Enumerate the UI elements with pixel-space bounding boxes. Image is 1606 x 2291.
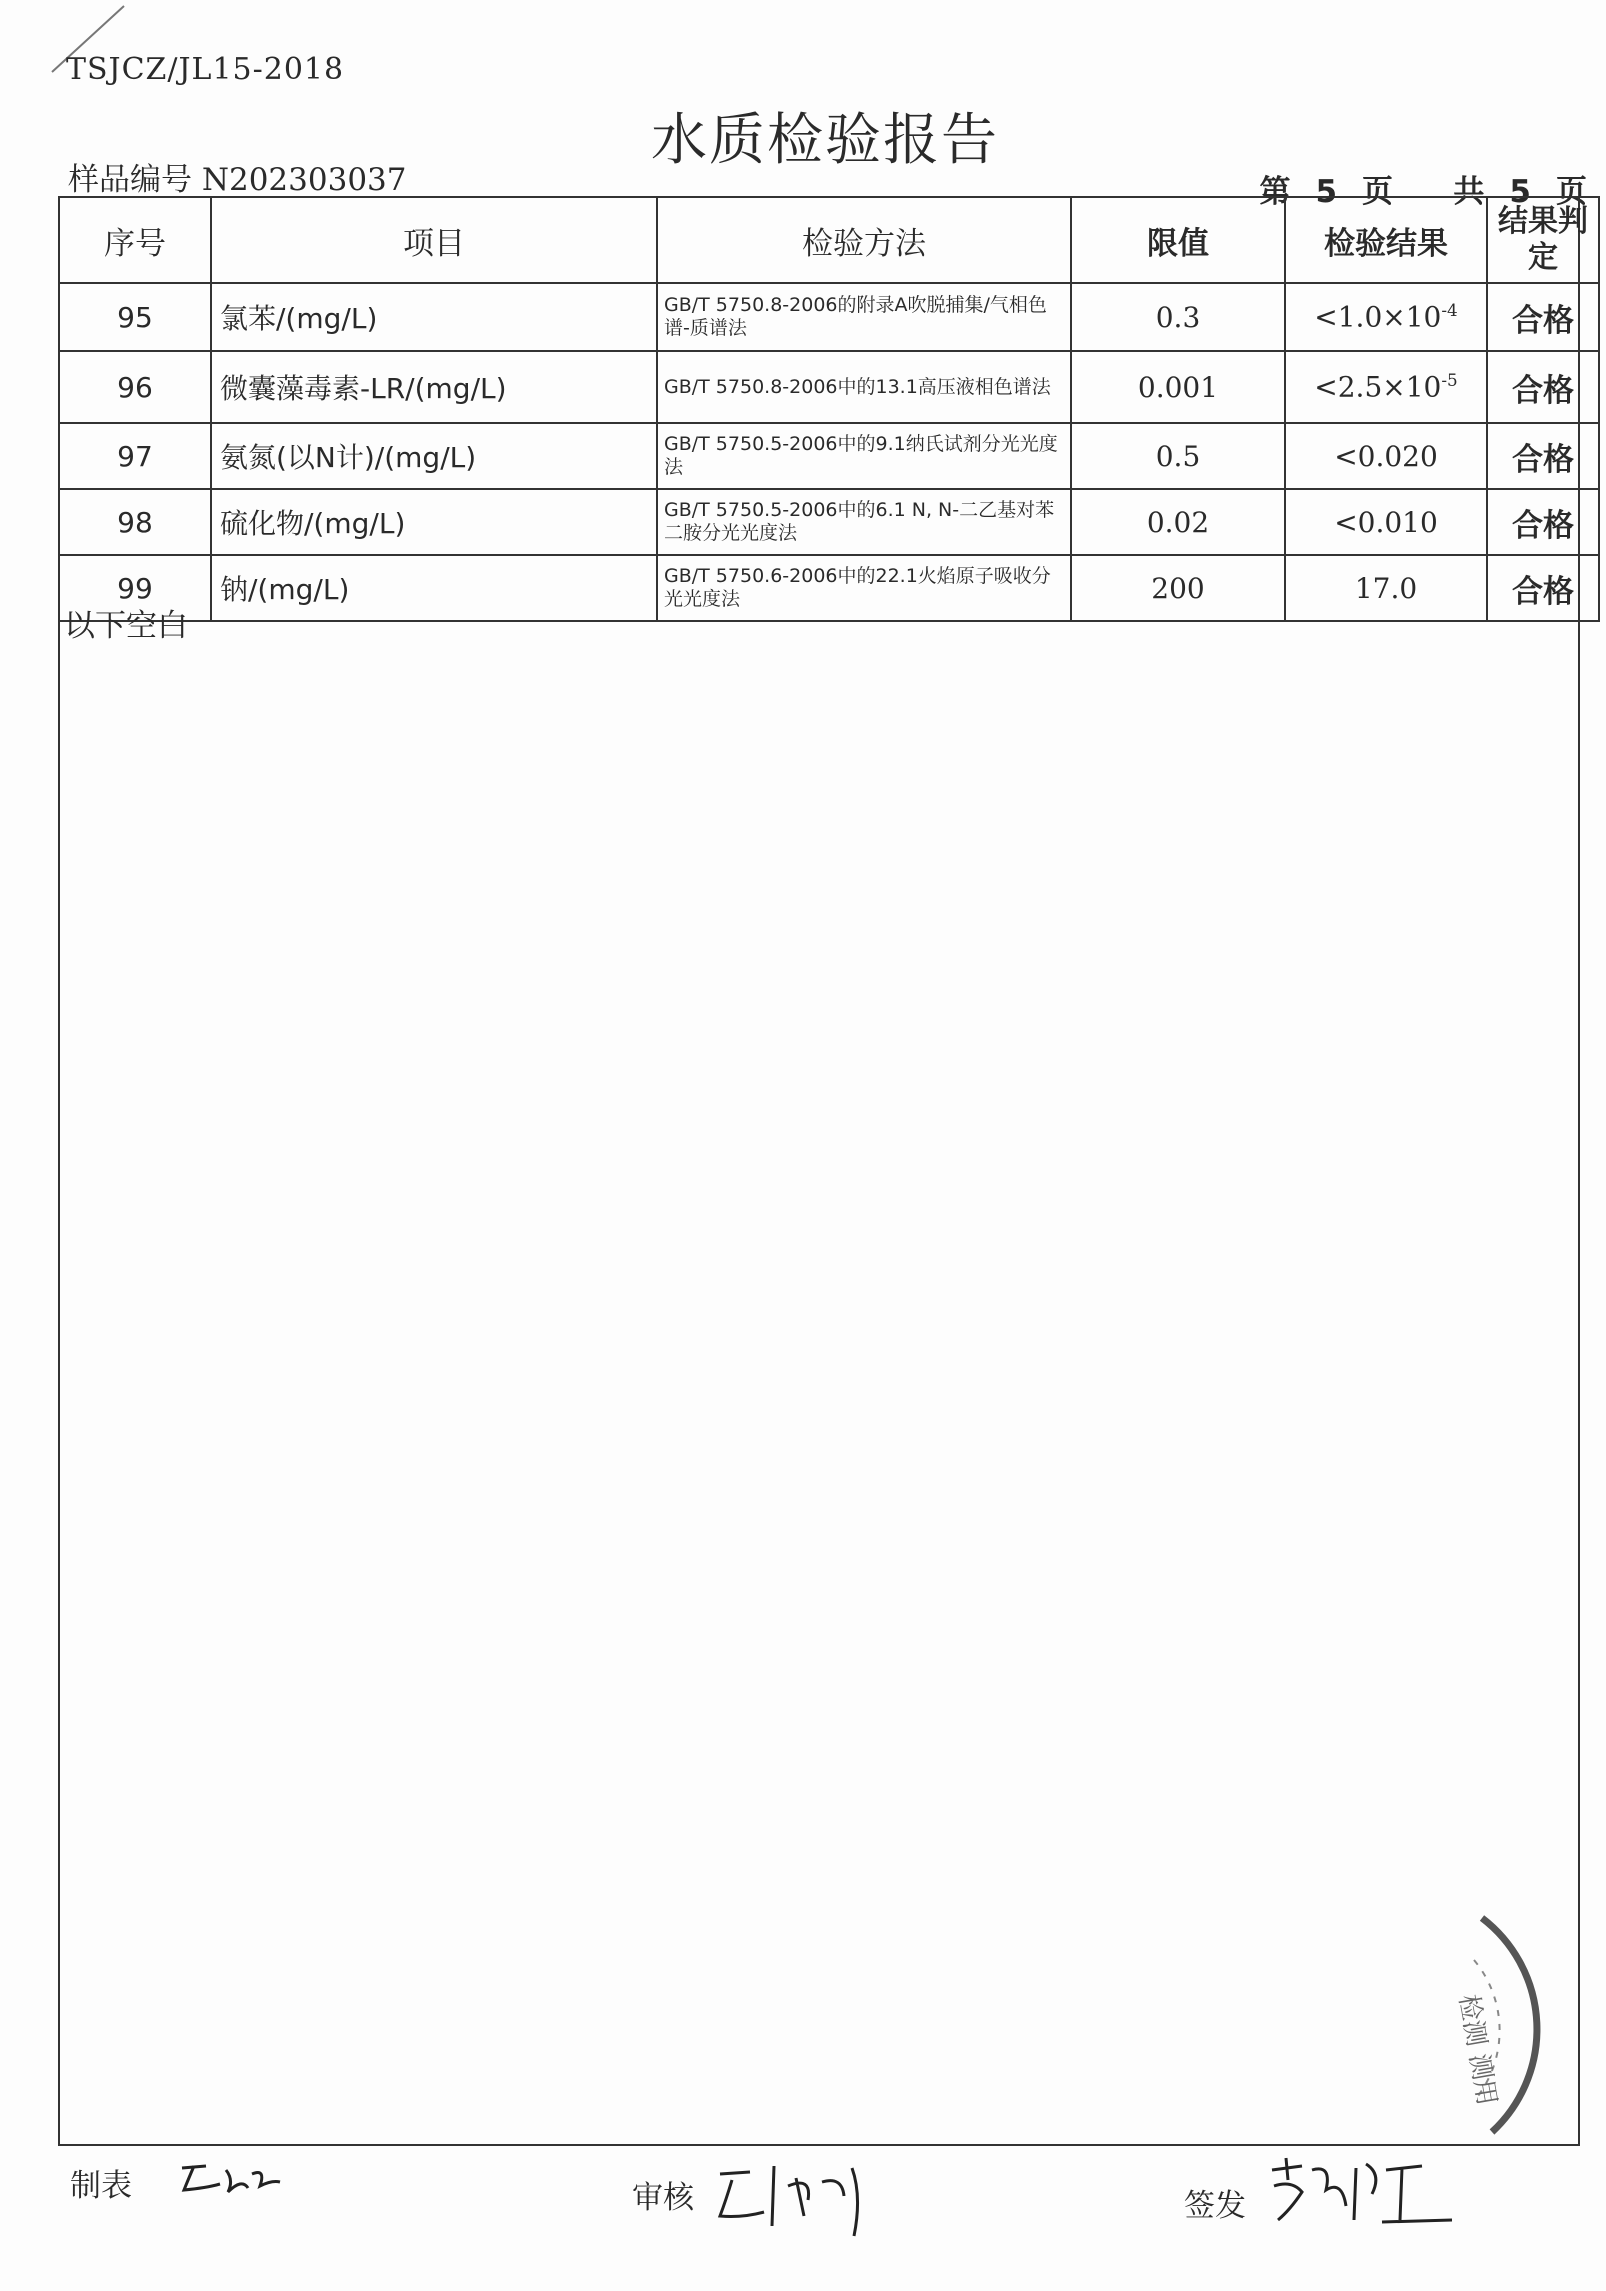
result-base: <2.5×10: [1314, 370, 1442, 404]
reviewer-label: 审核: [632, 2180, 694, 2216]
cell-limit: 0.3: [1071, 283, 1285, 351]
cell-method: GB/T 5750.6-2006中的22.1火焰原子吸收分光光度法: [657, 555, 1071, 621]
cell-item: 微囊藻毒素-LR/(mg/L): [211, 351, 657, 423]
cell-seq: 99: [59, 555, 211, 621]
header-seq: 序号: [59, 197, 211, 283]
cell-result: [1285, 351, 1487, 423]
sample-number: [68, 154, 407, 199]
table-row: [59, 423, 1599, 489]
cell-limit: 0.02: [1071, 489, 1285, 555]
result-exponent: -4: [1441, 300, 1458, 321]
page-word: 页: [1362, 174, 1395, 210]
cell-item: 氯苯/(mg/L): [211, 283, 657, 351]
cell-item: 氨氮(以N计)/(mg/L): [211, 423, 657, 489]
reviewer-signature: [712, 2156, 882, 2246]
cell-limit: 0.5: [1071, 423, 1285, 489]
result-exponent: -5: [1441, 370, 1458, 391]
cell-result: 17.0: [1285, 555, 1487, 621]
cell-seq: 97: [59, 423, 211, 489]
cell-method: GB/T 5750.8-2006的附录A吹脱捕集/气相色谱-质谱法: [657, 283, 1071, 351]
page-current: 5: [1315, 174, 1339, 210]
results-table: [58, 196, 1600, 622]
cell-result: <0.020: [1285, 423, 1487, 489]
table-header-row: [59, 197, 1599, 283]
page-prefix: 第: [1259, 174, 1292, 210]
cell-verdict: 合格: [1487, 555, 1599, 621]
cell-limit: 200: [1071, 555, 1285, 621]
cell-seq: 98: [59, 489, 211, 555]
maker-signature: [176, 2150, 286, 2210]
header-item: 项目: [211, 197, 657, 283]
table-row: [59, 351, 1599, 423]
cell-verdict: 合格: [1487, 489, 1599, 555]
table-row: [59, 555, 1599, 621]
table-row: [59, 489, 1599, 555]
page-total-prefix: 共: [1453, 174, 1486, 210]
maker-label: 制表: [70, 2168, 132, 2204]
seal-text: 检测 测用: [1452, 1992, 1502, 2108]
cell-method: GB/T 5750.5-2006中的9.1纳氏试剂分光光度法: [657, 423, 1071, 489]
cell-item: 钠/(mg/L): [211, 555, 657, 621]
cell-seq: 96: [59, 351, 211, 423]
header-result: 检验结果: [1285, 197, 1487, 283]
cell-seq: 95: [59, 283, 211, 351]
form-code: TSJCZ/JL15-2018: [66, 52, 345, 87]
cell-result: <0.010: [1285, 489, 1487, 555]
result-base: <1.0×10: [1314, 300, 1442, 334]
sample-label: 样品编号: [68, 162, 192, 198]
issuer-signature: [1262, 2150, 1462, 2240]
page-total: 5: [1509, 174, 1532, 210]
header-verdict: 结果判定: [1487, 197, 1599, 283]
cell-verdict: 合格: [1487, 351, 1599, 423]
cell-verdict: 合格: [1487, 423, 1599, 489]
cell-verdict: 合格: [1487, 283, 1599, 351]
sample-value: N202303037: [201, 162, 407, 198]
official-seal: [1452, 1900, 1602, 2150]
cell-method: GB/T 5750.8-2006中的13.1高压液相色谱法: [657, 351, 1071, 423]
blank-below-note: 以下空白: [64, 608, 188, 644]
header-limit: 限值: [1071, 197, 1285, 283]
header-method: 检验方法: [657, 197, 1071, 283]
report-title: 水质检验报告: [651, 108, 999, 173]
cell-limit: 0.001: [1071, 351, 1285, 423]
cell-method: GB/T 5750.5-2006中的6.1 N, N-二乙基对苯二胺分光光度法: [657, 489, 1071, 555]
table-row: [59, 283, 1599, 351]
cell-result: [1285, 283, 1487, 351]
issuer-label: 签发: [1184, 2188, 1246, 2224]
cell-item: 硫化物/(mg/L): [211, 489, 657, 555]
page-total-word: 页: [1556, 174, 1588, 210]
